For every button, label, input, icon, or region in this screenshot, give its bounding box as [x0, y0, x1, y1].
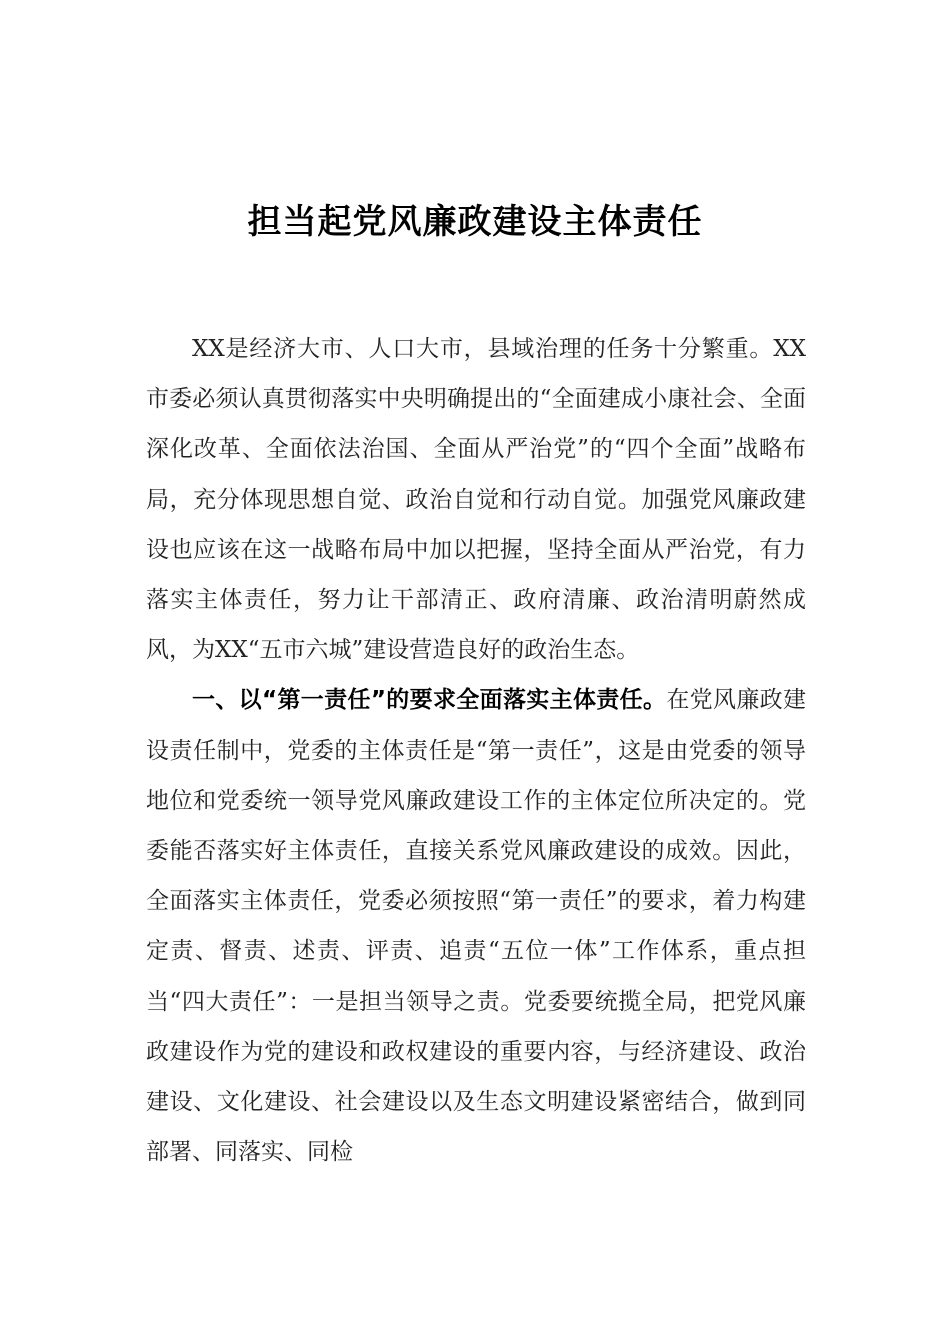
paragraph-section-one	[146, 675, 806, 1177]
document-title: 担当起党风廉政建设主体责任	[247, 202, 703, 242]
section-one-heading: 一、以“第一责任”的要求全面落实主体责任。	[192, 687, 667, 714]
paragraph-intro	[146, 324, 806, 675]
paragraph-intro-text: XX是经济大市、人口大市，县域治理的任务十分繁重。XX市委必须认真贯彻落实中央明确提出的“全面建成小康社会、全面深化改革、全面依法治国、全面从严治党”的“四个全面”战略布局，充分体现思想自觉、政治自觉和行动自觉。加强党风廉政建设也应该在这一战略布局中加以把握，坚持全面从严治党，有力落实主体责任，努力让干部清正、政府清廉、政治清明蔚然成风，为XX“五市六城”建设营造良好的政治生态。	[146, 336, 806, 664]
section-one-text: 在党风廉政建设责任制中，党委的主体责任是“第一责任”，这是由党委的领导地位和党委统一领导党风廉政建设工作的主体定位所决定的。党委能否落实好主体责任，直接关系党风廉政建设的成效。因此，全面落实主体责任，党委必须按照“第一责任”的要求，着力构建定责、督责、述责、评责、追责“五位一体”工作体系，重点担当“四大责任”：一是担当领导之责。党委要统揽全局，把党风廉政建设作为党的建设和政权建设的重要内容，与经济建设、政治建设、文化建设、社会建设以及生态文明建设紧密结合，做到同部署、同落实、同检	[146, 687, 806, 1166]
document-body	[146, 324, 806, 1177]
